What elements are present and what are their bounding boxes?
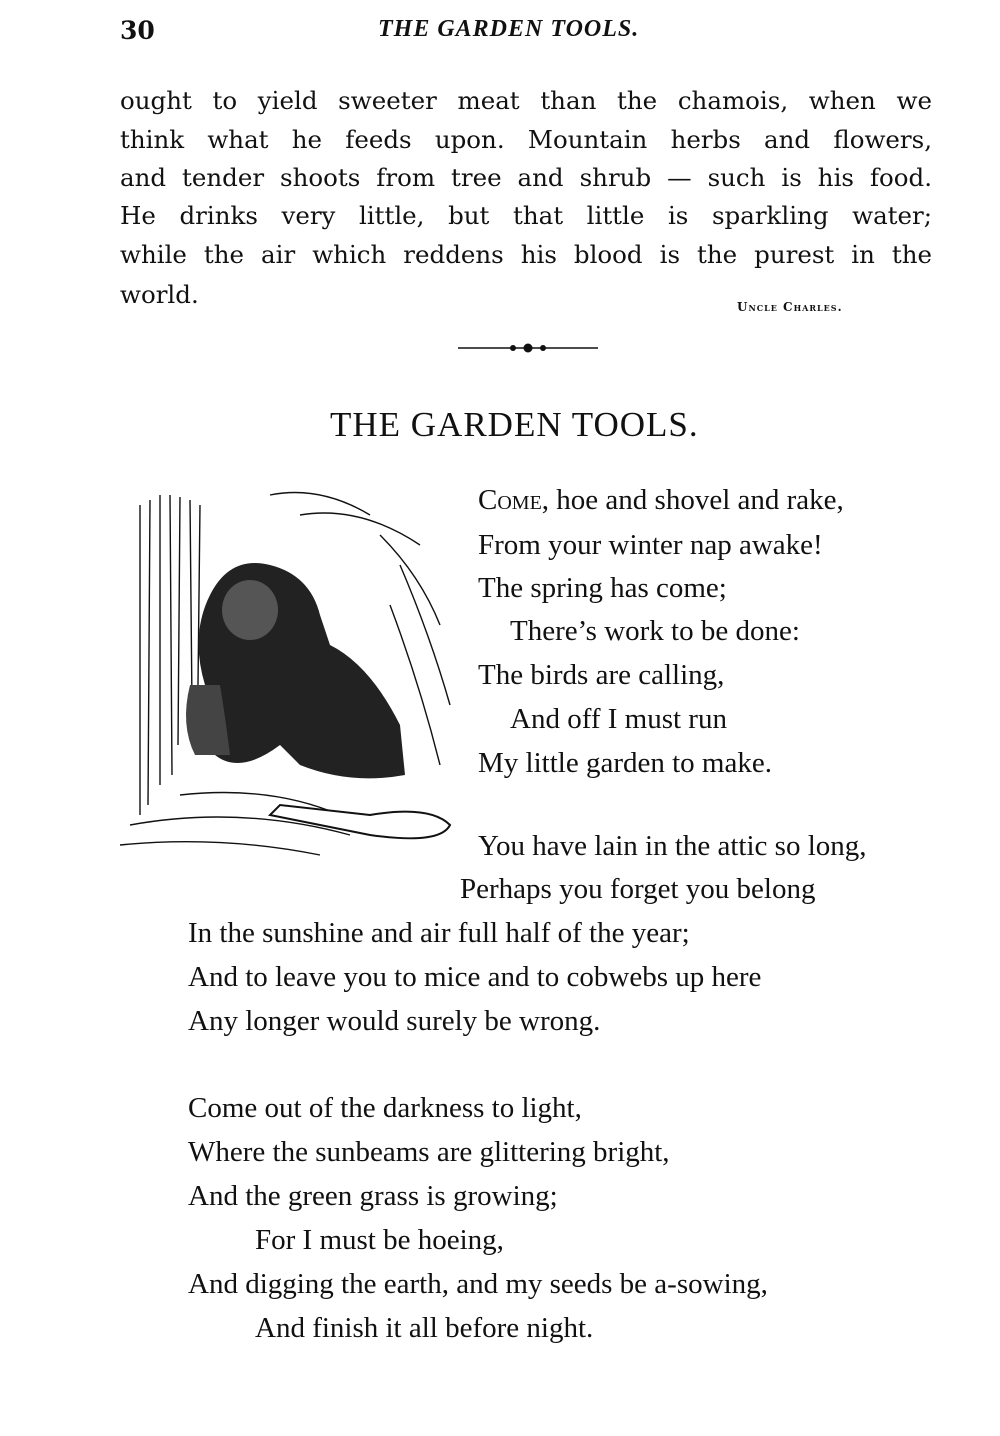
prose-line: and tender shoots from tree and shrub — such is his food. xyxy=(120,163,932,192)
poem-line: The spring has come; xyxy=(478,572,727,604)
poem-line: Any longer would surely be wrong. xyxy=(188,1005,601,1037)
prose-line: while the air which reddens his blood is the purest in the xyxy=(120,240,932,269)
poem-line: Come out of the darkness to light, xyxy=(188,1092,582,1124)
poem-line: My little garden to make. xyxy=(478,747,772,779)
poem-line: You have lain in the attic so long, xyxy=(478,830,867,862)
poem-line-text: hoe and shovel and rake, xyxy=(549,484,844,516)
prose-line: think what he feeds upon. Mountain herbs and flowers, xyxy=(120,125,932,154)
poem-line: For I must be hoeing, xyxy=(255,1224,504,1256)
poem-line: The birds are calling, xyxy=(478,659,725,691)
running-title: THE GARDEN TOOLS. xyxy=(378,16,640,42)
poem-line: Perhaps you forget you belong xyxy=(460,873,816,905)
poem-line: There’s work to be done: xyxy=(510,615,800,647)
poem-line: And digging the earth, and my seeds be a-sowing, xyxy=(188,1268,768,1300)
illustration-girl-gardening xyxy=(120,485,465,870)
ornament-divider xyxy=(458,342,598,354)
poem-line xyxy=(478,484,844,517)
poem-line: And off I must run xyxy=(510,703,727,735)
poem-line: And the green grass is growing; xyxy=(188,1180,558,1212)
poem-title: THE GARDEN TOOLS. xyxy=(330,405,699,444)
poem-line: And to leave you to mice and to cobwebs up here xyxy=(188,961,762,993)
poem-line: And finish it all before night. xyxy=(255,1312,594,1344)
page-number: 30 xyxy=(120,16,155,45)
signature: Uncle Charles. xyxy=(737,300,843,314)
poem-line: From your winter nap awake! xyxy=(478,529,823,561)
poem-line: In the sunshine and air full half of the year; xyxy=(188,917,690,949)
prose-line: world. xyxy=(120,280,199,309)
prose-line: He drinks very little, but that little is sparkling water; xyxy=(120,201,932,230)
poem-line: Where the sunbeams are glittering bright, xyxy=(188,1136,670,1168)
poem-first-word: Come, xyxy=(478,484,550,516)
prose-line: ought to yield sweeter meat than the chamois, when we xyxy=(120,86,932,115)
